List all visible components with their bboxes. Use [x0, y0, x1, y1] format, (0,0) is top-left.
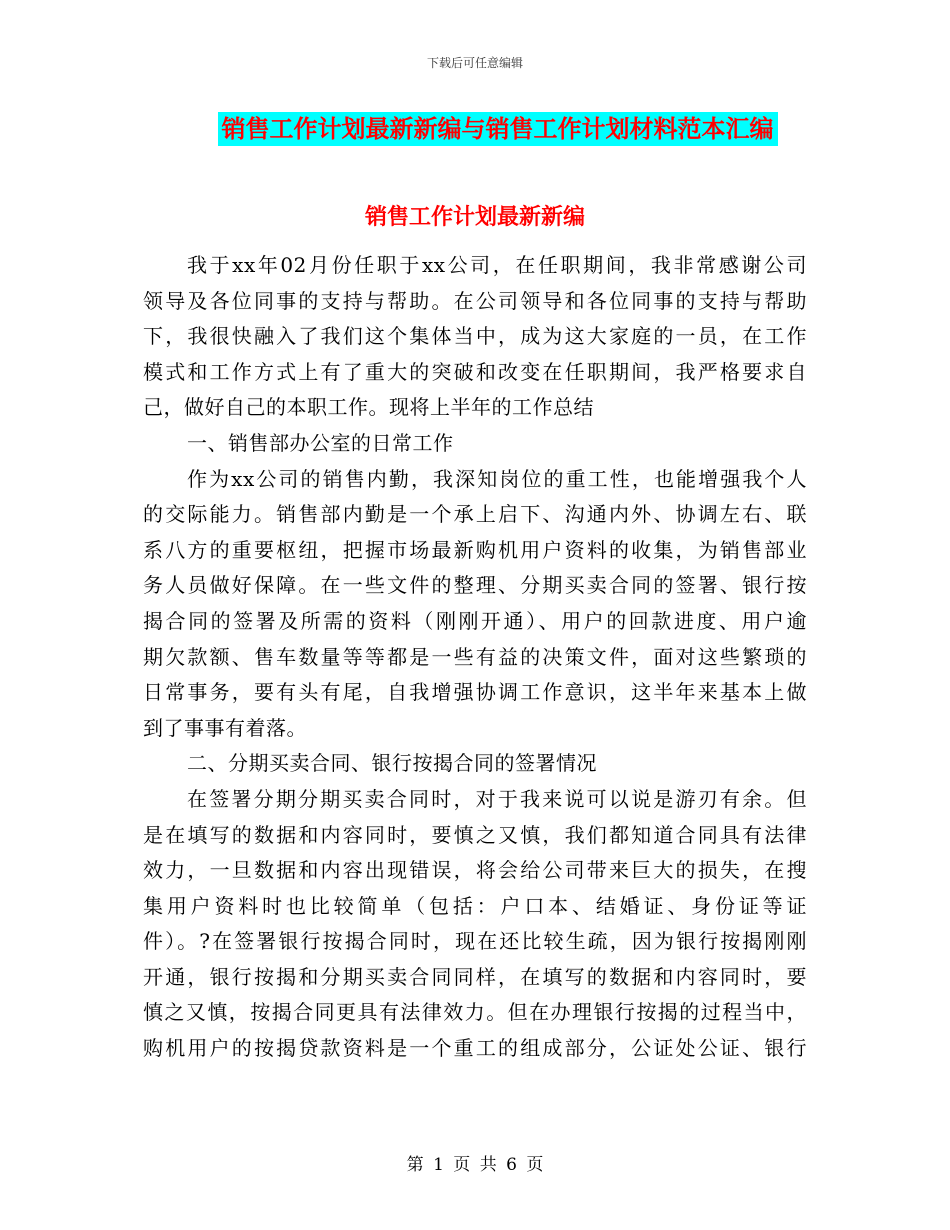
section-title: 销售工作计划最新新编 [364, 205, 585, 230]
paragraph-line: 购机用户的按揭贷款资料是一个重工的组成部分，公证处公证、银行 [143, 1036, 807, 1061]
paragraph-line: 慎之又慎，按揭合同更具有法律效力。但在办理银行按揭的过程当中， [143, 1000, 807, 1025]
paragraph-line: 效力，一旦数据和内容出现错误，将会给公司带来巨大的损失，在搜 [143, 858, 807, 883]
paragraph-line: 系八方的重要枢纽，把握市场最新购机用户资料的收集，为销售部业 [143, 537, 807, 562]
page-header-note: 下载后可任意编辑 [426, 56, 523, 70]
paragraph-line: 在签署分期分期买卖合同时，对于我来说可以说是游刃有余。但 [187, 786, 807, 811]
paragraph-line: 模式和工作方式上有了重大的突破和改变在任职期间，我严格要求自 [143, 359, 807, 384]
paragraph-line: 是在填写的数据和内容同时，要慎之又慎，我们都知道合同具有法律 [143, 822, 807, 847]
paragraph-line: 领导及各位同事的支持与帮助。在公司领导和各位同事的支持与帮助 [143, 288, 807, 313]
paragraph-line: 件）。?在签署银行按揭合同时，现在还比较生疏，因为银行按揭刚刚 [143, 929, 807, 954]
paragraph-line: 下，我很快融入了我们这个集体当中，成为这大家庭的一员，在工作 [143, 324, 807, 349]
subheading-line: 二、分期买卖合同、银行按揭合同的签署情况 [187, 751, 597, 776]
page-number-footer: 第 1 页 共 6 页 [406, 1155, 544, 1175]
body-text [143, 248, 807, 1067]
paragraph-line: 务人员做好保障。在一些文件的整理、分期买卖合同的签署、银行按 [143, 573, 807, 598]
paragraph-line: 己，做好自己的本职工作。现将上半年的工作总结 [143, 395, 594, 420]
document-title: 销售工作计划最新新编与销售工作计划材料范本汇编 [218, 112, 778, 146]
subheading-line: 一、销售部办公室的日常工作 [187, 430, 454, 455]
document-title-container [0, 112, 950, 146]
paragraph-line: 日常事务，要有头有尾，自我增强协调工作意识，这半年来基本上做 [143, 680, 807, 705]
paragraph-line: 集用户资料时也比较简单（包括：户口本、结婚证、身份证等证 [143, 893, 807, 918]
paragraph-line: 揭合同的签署及所需的资料（刚刚开通）、用户的回款进度、用户逾 [143, 608, 807, 633]
paragraph-line: 的交际能力。销售部内勤是一个承上启下、沟通内外、协调左右、联 [143, 502, 807, 527]
paragraph-line: 到了事事有着落。 [143, 715, 307, 740]
paragraph-line: 我于xx年02月份任职于xx公司，在任职期间，我非常感谢公司 [187, 253, 807, 277]
paragraph-line: 开通，银行按揭和分期买卖合同同样，在填写的数据和内容同时，要 [143, 964, 807, 989]
paragraph-line: 作为xx公司的销售内勤，我深知岗位的重工性，也能增强我个人 [187, 466, 807, 491]
paragraph-line: 期欠款额、售车数量等等都是一些有益的决策文件，面对这些繁琐的 [143, 644, 807, 669]
